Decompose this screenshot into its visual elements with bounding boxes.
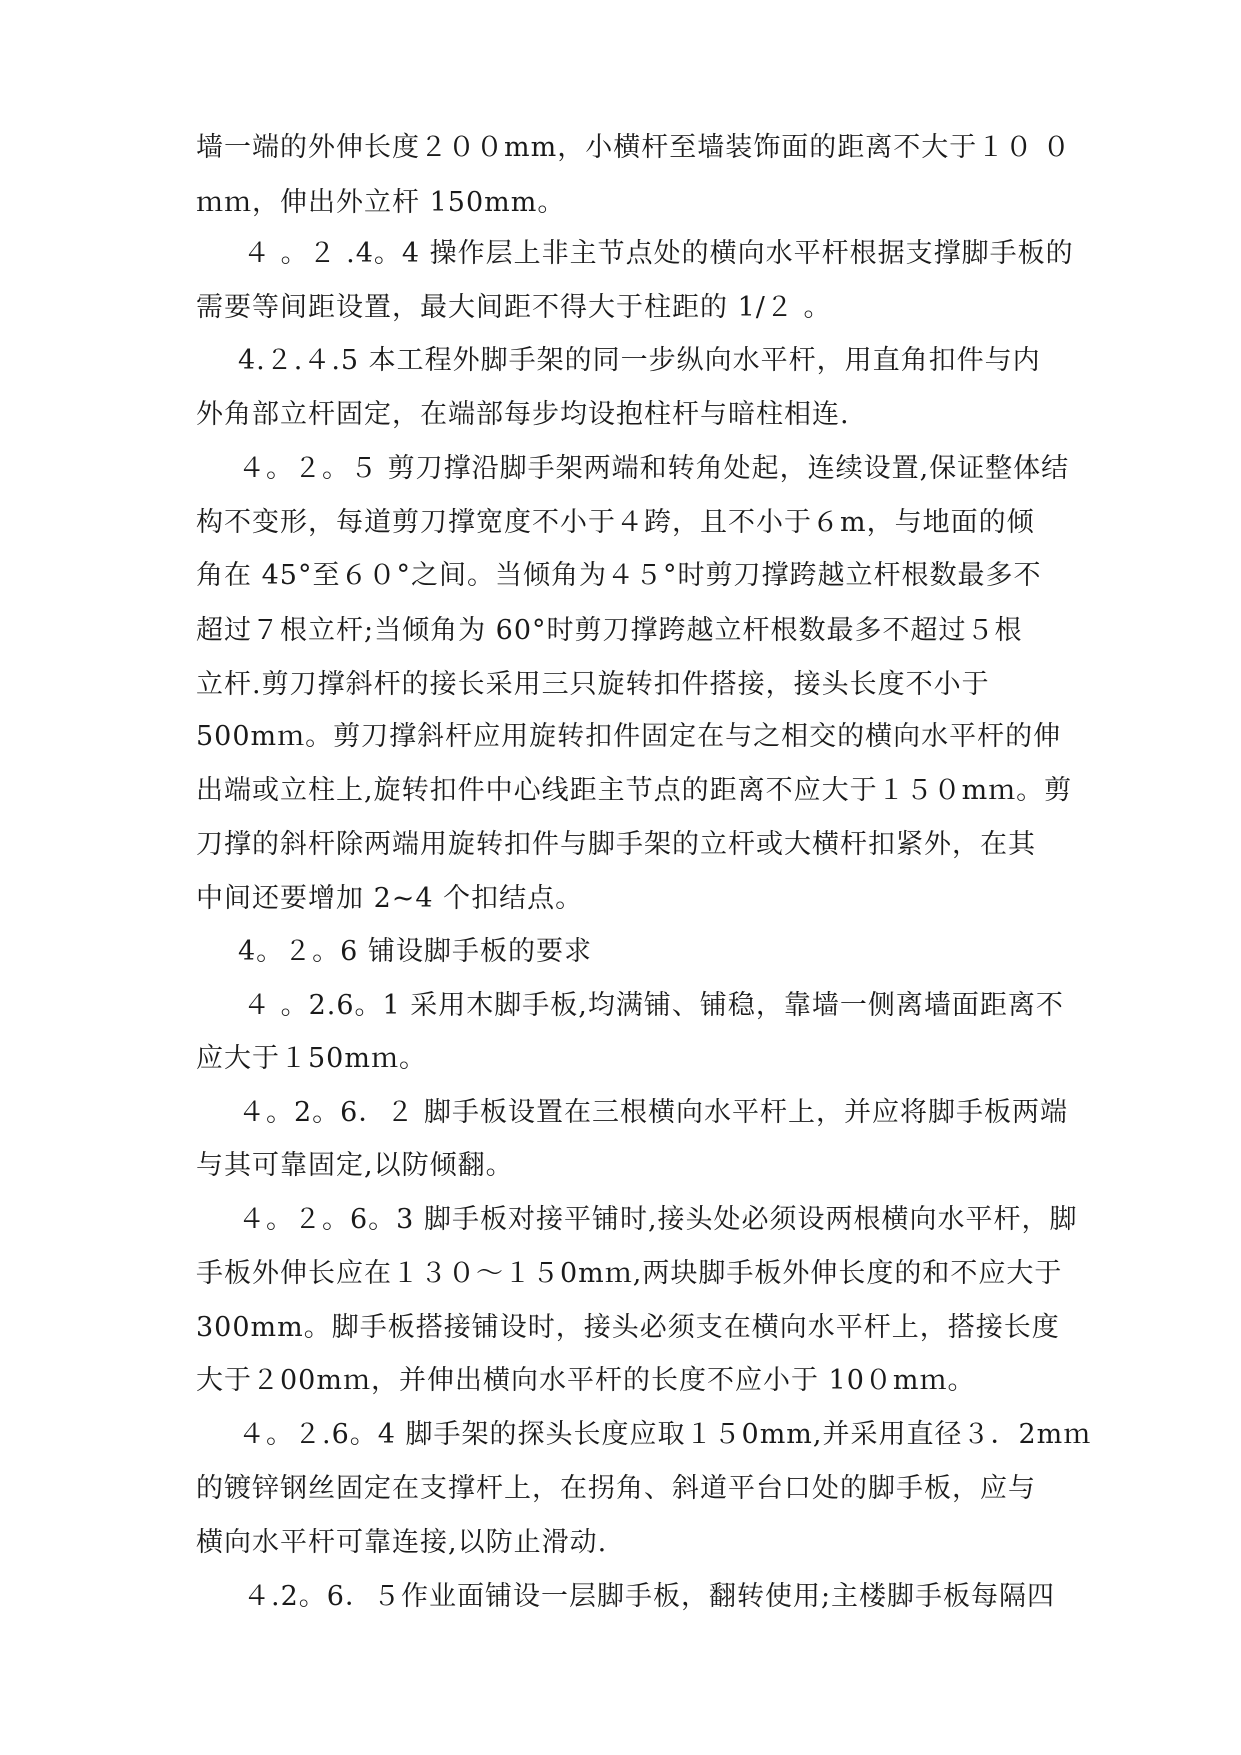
text-line-12: 500mｍ。剪刀撑斜杆应用旋转扣件固定在与之相交的横向水平杆的伸 xyxy=(196,721,1062,752)
text-line-8: 构不变形，每道剪刀撑宽度不小于４跨，且不小于６m，与地面的倾 xyxy=(196,507,1035,538)
text-line-20: 与其可靠固定,以防倾翻。 xyxy=(196,1150,514,1181)
text-line-22: 手板外伸长应在１３０～１５0mｍ,两块脚手板外伸长度的和不应大于 xyxy=(196,1258,1063,1289)
text-line-10: 超过７根立杆;当倾角为 60°时剪刀撑跨越立杆根数最多不超过５根 xyxy=(196,615,1023,646)
text-line-16: 4。２。6 铺设脚手板的要求 xyxy=(238,936,592,967)
text-line-28: ４.2。6．５作业面铺设一层脚手板，翻转使用;主楼脚手板每隔四 xyxy=(243,1581,1056,1612)
text-line-11: 立杆.剪刀撑斜杆的接长采用三只旋转扣件搭接，接头长度不小于 xyxy=(196,669,990,700)
text-line-4: 需要等间距设置，最大间距不得大于柱距的 1/２ 。 xyxy=(196,292,832,323)
text-line-14: 刀撑的斜杆除两端用旋转扣件与脚手架的立杆或大横杆扣紧外，在其 xyxy=(196,829,1036,860)
text-line-24: 大于２00mｍ，并伸出横向水平杆的长度不应小于 10０mｍ。 xyxy=(196,1365,976,1396)
text-line-1: 墙一端的外伸长度２００mm，小横杆至墙装饰面的距离不大于１０ ０ xyxy=(196,132,1071,163)
text-line-26: 的镀锌钢丝固定在支撑杆上，在拐角、斜道平台口处的脚手板，应与 xyxy=(196,1473,1036,1504)
text-line-23: 300mm。脚手板搭接铺设时，接头必须支在横向水平杆上，搭接长度 xyxy=(196,1312,1060,1343)
text-line-19: ４。2。6．２ 脚手板设置在三根横向水平杆上，并应将脚手板两端 xyxy=(238,1097,1068,1128)
text-line-18: 应大于１50mｍ。 xyxy=(196,1043,427,1074)
text-line-5: 4.２.４.5 本工程外脚手架的同一步纵向水平杆，用直角扣件与内 xyxy=(238,345,1041,376)
text-line-6: 外角部立杆固定，在端部每步均设抱柱杆与暗柱相连. xyxy=(196,399,850,430)
text-line-13: 出端或立柱上,旋转扣件中心线距主节点的距离不应大于１５０mｍ。剪 xyxy=(196,775,1073,806)
text-line-9: 角在 45°至６０°之间。当倾角为４５°时剪刀撑跨越立杆根数最多不 xyxy=(196,560,1042,591)
text-line-21: ４。２。6。3 脚手板对接平铺时,接头处必须设两根横向水平杆，脚 xyxy=(238,1204,1078,1235)
text-line-15: 中间还要增加 2~4 个扣结点。 xyxy=(196,883,584,914)
text-line-17: ４ 。2.6。1 采用木脚手板,均满铺、铺稳，靠墙一侧离墙面距离不 xyxy=(243,990,1064,1021)
text-line-3: ４ 。２ .4。4 操作层上非主节点处的横向水平杆根据支撑脚手板的 xyxy=(243,238,1074,269)
text-line-7: ４。２。５ 剪刀撑沿脚手架两端和转角处起，连续设置,保证整体结 xyxy=(238,453,1070,484)
text-line-2: ｍｍ，伸出外立杆 150mm。 xyxy=(196,187,566,218)
text-line-25: ４。２.6。4 脚手架的探头长度应取１５0mm,并采用直径３．2mｍ xyxy=(238,1419,1092,1450)
text-line-27: 横向水平杆可靠连接,以防止滑动. xyxy=(196,1527,608,1558)
